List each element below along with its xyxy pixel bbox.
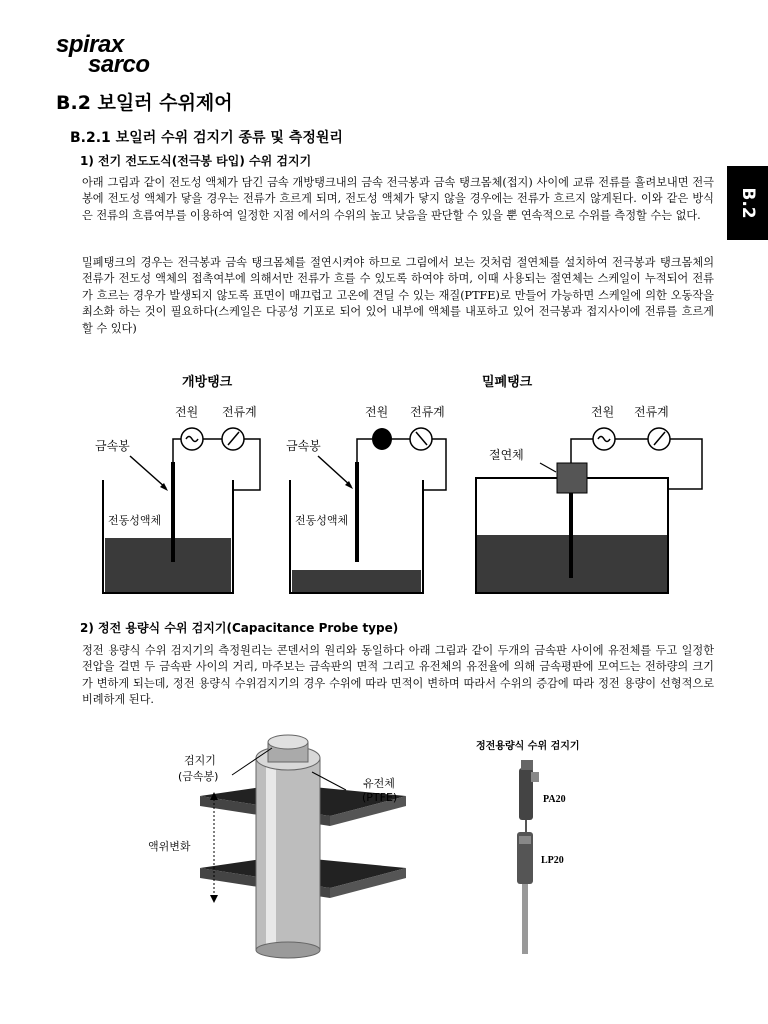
paragraph-1: 아래 그림과 같이 전도성 액체가 담긴 금속 개방탱크내의 금속 전극봉과 금속 탱크몸체(접지) 사이에 교류 전류를 흘려보내면 전극봉에 전도성 액체가 닿을 경우는 전류가 흐르게 되며, 전도성 액체가 닿지 않을 경우에는 전류가 흐르지 않게된다. 이와 같은 방식은 전류의 흐름여부를 이용하여 일정한 지점 에서의 수위의 높고 낮음을 판단할 수 있을 뿐 연속적으로 수위를 측정할 수는 없다. [82,176,714,222]
photo-title: 정전용량식 수위 검지기 [476,741,580,752]
detector-sub-label: (금속봉) [178,770,219,783]
liquid-label-2: 전동성액체 [295,514,349,527]
item2-title: 2) 정전 용량식 수위 검지기(Capacitance Probe type) [80,621,399,635]
metal-rod-label-2: 금속봉 [286,439,321,453]
power-label-1: 전원 [175,405,199,419]
insulator-label: 절연체 [489,448,524,462]
pa20-label: PA20 [543,794,566,805]
ammeter-label-2: 전류계 [410,405,445,419]
ammeter-label-1: 전류계 [222,405,257,419]
dielectric-sub-label: (PTFE) [362,791,398,804]
level-change-label: 액위변화 [148,840,191,853]
subsection-title: B.2.1 보일러 수위 검지기 종류 및 측정원리 [70,130,343,146]
lp20-label: LP20 [541,855,564,866]
power-label-3: 전원 [591,405,615,419]
liquid-label-1: 전동성액체 [108,514,162,527]
probe-photo [517,760,539,954]
closed-tank-label: 밀폐탱크 [482,375,533,390]
open-tank-label: 개방탱크 [182,375,233,390]
paragraph-2: 밀폐탱크의 경우는 전극봉과 금속 탱크몸체를 절연시켜야 하므로 그림에서 보는 것처럼 절연체를 설치하여 전극봉과 탱크몸체의 전류가 전도성 액체의 접촉여부에 의해서만 전류가 흐를 수 있도록 하여야 하며, 이때 사용되는 절연체는 스케일이 누적되어 전류가 흐르는 경우가 발생되지 않도록 표면이 매끄럽고 고온에 견딜 수 있는 재질(PTFE)로 만들어 가능하면 스케일에 의한 오동작을 최소화 하는 것이 필요하다(스케일은 다공성 기포로 되어 있어 내부에 액체를 내포하고 있어 전극봉과 접지사이에 전류를 흐르게 할 수 있다) [82,256,714,335]
brand-line2: sarco [88,51,150,78]
ammeter-label-3: 전류계 [634,405,669,419]
section-title: B.2 보일러 수위제어 [56,92,233,114]
metal-rod-label-1: 금속봉 [95,439,130,453]
section-tab-label: B.2 [737,187,758,219]
detector-label: 검지기 [184,754,216,767]
capacitance-probe-diagram [200,735,406,958]
power-label-2: 전원 [365,405,389,419]
item1-title: 1) 전기 전도도식(전극봉 타입) 수위 검지기 [80,154,312,168]
paragraph-3: 정전 용량식 수위 검지기의 측정원리는 콘덴서의 원리와 동일하다 아래 그림과 같이 두개의 금속판 사이에 유전체를 두고 일정한 전압을 걸면 두 금속판 사이의 거리, 마주보는 금속판의 면적 그리고 유전체의 유전율에 의해 금속평판에 모여드는 전하량의 크기가 변하게 되는데, 정전 용량식 수위검지기의 경우 수위에 따라 면적이 변하며 따라서 수위의 증감에 따라 정전 용량이 선형적으로 비례하게 된다. [82,644,714,707]
dielectric-label: 유전체 [363,777,395,790]
brand-line1: spirax [56,31,124,58]
